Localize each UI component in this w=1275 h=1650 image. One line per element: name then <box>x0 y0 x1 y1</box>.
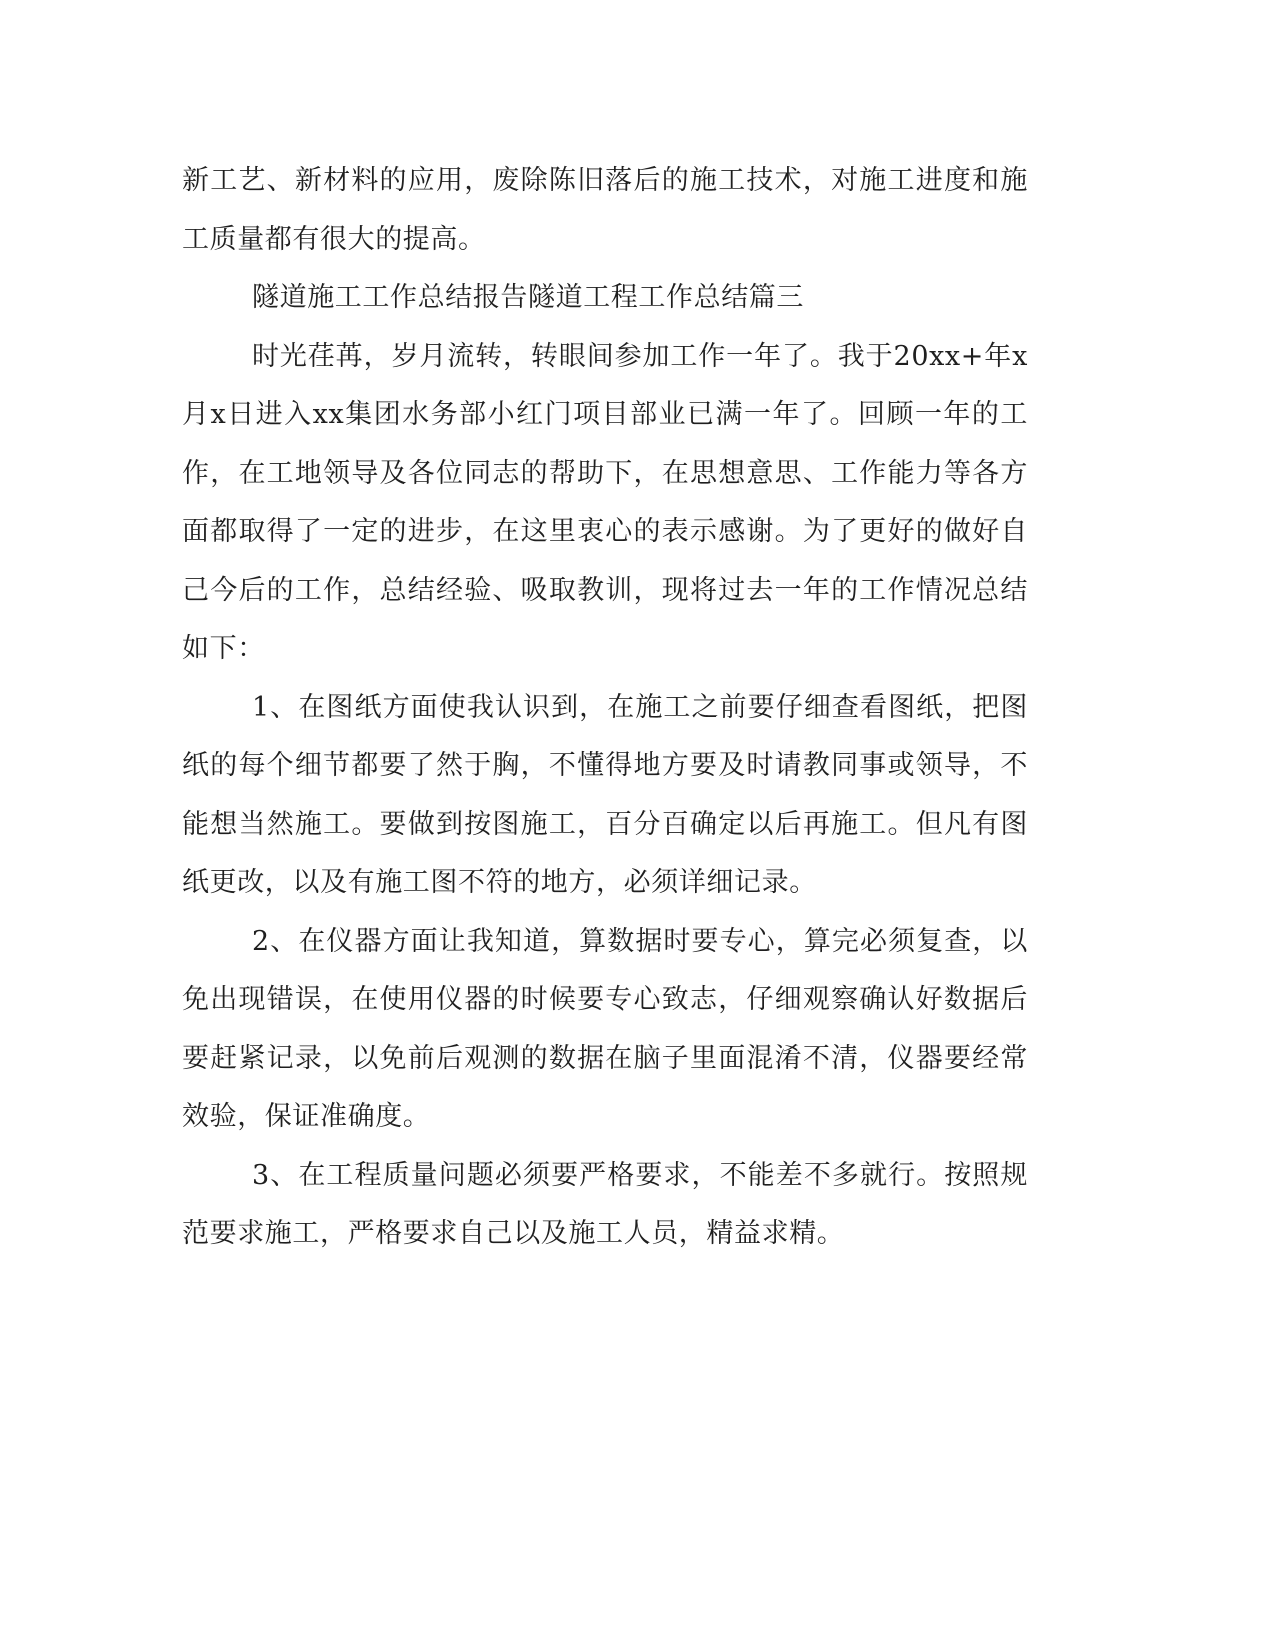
paragraph-point-3: 3、在工程质量问题必须要严格要求，不能差不多就行。按照规范要求施工，严格要求自己以及施工人员，精益求精。 <box>182 1159 1028 1249</box>
document-body <box>182 152 1028 1264</box>
paragraph-point-2: 2、在仪器方面让我知道，算数据时要专心，算完必须复查，以免出现错误，在使用仪器的时候要专心致志，仔细观察确认好数据后要赶紧记录，以免前后观测的数据在脑子里面混淆不清，仪器要经常效验，保证准确度。 <box>182 925 1028 1132</box>
section-title: 隧道施工工作总结报告隧道工程工作总结篇三 <box>252 282 804 313</box>
paragraph-intro: 时光荏苒，岁月流转，转眼间参加工作一年了。我于20xx+年x月x日进入xx集团水务部小红门项目部业已满一年了。回顾一年的工作，在工地领导及各位同志的帮助下，在思想意思、工作能力等各方面都取得了一定的进步，在这里衷心的表示感谢。为了更好的做好自己今后的工作，总结经验、吸取教训，现将过去一年的工作情况总结如下： <box>182 340 1028 664</box>
paragraph-point-1: 1、在图纸方面使我认识到，在施工之前要仔细查看图纸，把图纸的每个细节都要了然于胸，不懂得地方要及时请教同事或领导，不能想当然施工。要做到按图施工，百分百确定以后再施工。但凡有图纸更改，以及有施工图不符的地方，必须详细记录。 <box>182 691 1028 898</box>
paragraph-continuation: 新工艺、新材料的应用，废除陈旧落后的施工技术，对施工进度和施工质量都有很大的提高。 <box>182 165 1028 255</box>
